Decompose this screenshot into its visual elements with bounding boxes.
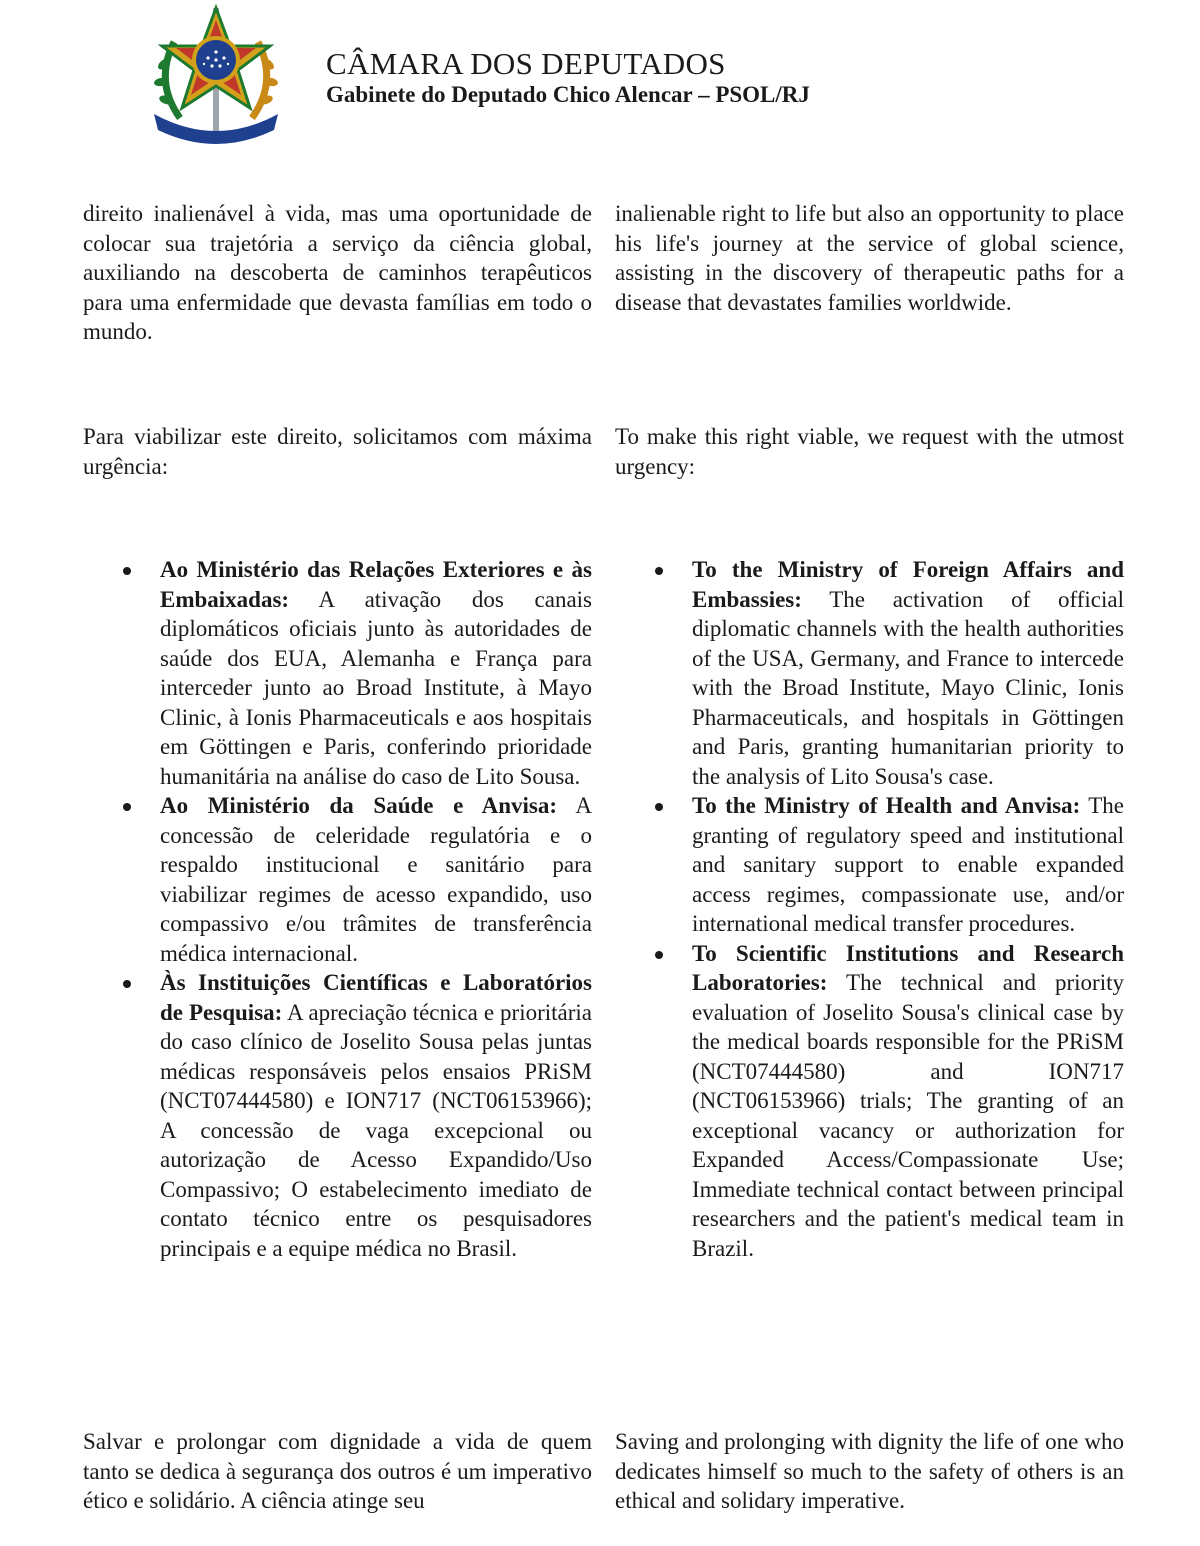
pt-requests-list-block: [83, 555, 592, 1263]
pt-intro-paragraph: direito inalienável à vida, mas uma oportunidade de colocar sua trajetória a serviço da ciência global, auxiliando na descoberta de caminhos terapêuticos para uma enfermidade que devasta famílias em todo o mundo.: [83, 201, 592, 344]
en-intro-block: [615, 199, 1124, 317]
letterhead: [0, 0, 1200, 160]
bullet-icon: [655, 567, 663, 575]
en-request-item-text: The granting of regulatory speed and institutional and sanitary support to enable expanded access regimes, compassionate use, and/or international medical transfer procedures.: [692, 793, 1124, 936]
chamber-name: CÂMARA DOS DEPUTADOS: [326, 46, 726, 81]
en-requests-list: [615, 555, 1124, 1263]
pt-closing-block: [83, 1427, 592, 1516]
bullet-icon: [655, 951, 663, 959]
en-intro-paragraph: inalienable right to life but also an opportunity to place his life's journey at the service of global science, assisting in the discovery of therapeutic paths for a disease that devastates families worldwide.: [615, 201, 1124, 315]
pt-request-item: [83, 791, 592, 968]
pt-request-item-title: Às Instituições Científicas e Laboratórios de Pesquisa:: [160, 970, 592, 1025]
en-closing-paragraph: Saving and prolonging with dignity the life of one who dedicates himself so much to the safety of others is an ethical and solidary imperative.: [615, 1429, 1124, 1513]
bullet-icon: [123, 803, 131, 811]
en-request-item-title: To the Ministry of Foreign Affairs and Embassies:: [692, 557, 1124, 612]
en-request-item-text: The technical and priority evaluation of Joselito Sousa's clinical case by the medical boards responsible for the PRiSM (NCT07444580) and ION717 (NCT06153966) trials; The granting of an exceptional vacancy or authorization for Expanded Access/Compassionate Use; Immediate technical contact between principal researchers and the patient's medical team in Brazil.: [692, 970, 1124, 1261]
pt-request-item-text: A concessão de celeridade regulatória e o respaldo institucional e sanitário para viabilizar regimes de acesso expandido, uso compassivo e/ou trâmites de transferência médica internacional.: [160, 793, 592, 966]
en-request-block: [615, 422, 1124, 481]
en-request-item-title: To Scientific Institutions and Research Laboratories:: [692, 940, 1124, 995]
pt-request-item: [83, 968, 592, 1263]
en-closing-block: [615, 1427, 1124, 1516]
pt-request-item-text: A apreciação técnica e prioritária do caso clínico de Joselito Sousa pelas juntas médicas responsáveis pelos ensaios PRiSM (NCT07444580) e ION717 (NCT06153966); A concessão de vaga excepcional ou autorização de Acesso Expandido/Uso Compassivo; O estabelecimento imediato de contato técnico entre os pesquisadores principais e a equipe médica no Brasil.: [160, 999, 593, 1261]
en-requests-list-block: [615, 555, 1124, 1263]
en-request-item: [615, 939, 1124, 1264]
pt-request-paragraph: Para viabilizar este direito, solicitamos com máxima urgência:: [83, 424, 592, 479]
en-request-item: [615, 791, 1124, 939]
bullet-icon: [123, 980, 131, 988]
brazil-coat-of-arms-icon: [146, 2, 286, 144]
bullet-icon: [123, 567, 131, 575]
pt-intro-block: [83, 199, 592, 347]
office-name: Gabinete do Deputado Chico Alencar – PSOL/RJ: [326, 82, 810, 107]
pt-request-item: [83, 555, 592, 791]
pt-closing-paragraph: Salvar e prolongar com dignidade a vida de quem tanto se dedica à segurança dos outros é um imperativo ético e solidário. A ciência atinge seu: [83, 1429, 592, 1513]
en-request-item: [615, 555, 1124, 791]
en-request-paragraph: To make this right viable, we request with the utmost urgency:: [615, 424, 1124, 479]
en-request-item-text: The activation of official diplomatic channels with the health authorities of the USA, Germany, and France to intercede with the Broad Institute, Mayo Clinic, Ionis Pharmaceuticals, and hospitals in Göttingen and Paris, granting humanitarian priority to the analysis of Lito Sousa's case.: [692, 586, 1124, 789]
pt-requests-list: [83, 555, 592, 1263]
pt-request-item-title: Ao Ministério das Relações Exteriores e às Embaixadas:: [160, 557, 592, 612]
en-request-item-title: To the Ministry of Health and Anvisa:: [692, 793, 1081, 818]
bullet-icon: [655, 803, 663, 811]
pt-request-block: [83, 422, 592, 481]
pt-request-item-title: Ao Ministério da Saúde e Anvisa:: [160, 793, 558, 818]
pt-request-item-text: A ativação dos canais diplomáticos oficiais junto às autoridades de saúde dos EUA, Alemanha e França para interceder junto ao Broad Institute, à Mayo Clinic, à Ionis Pharmaceuticals e aos hospitais em Göttingen e Paris, conferindo prioridade humanitária na análise do caso de Lito Sousa.: [160, 586, 592, 789]
